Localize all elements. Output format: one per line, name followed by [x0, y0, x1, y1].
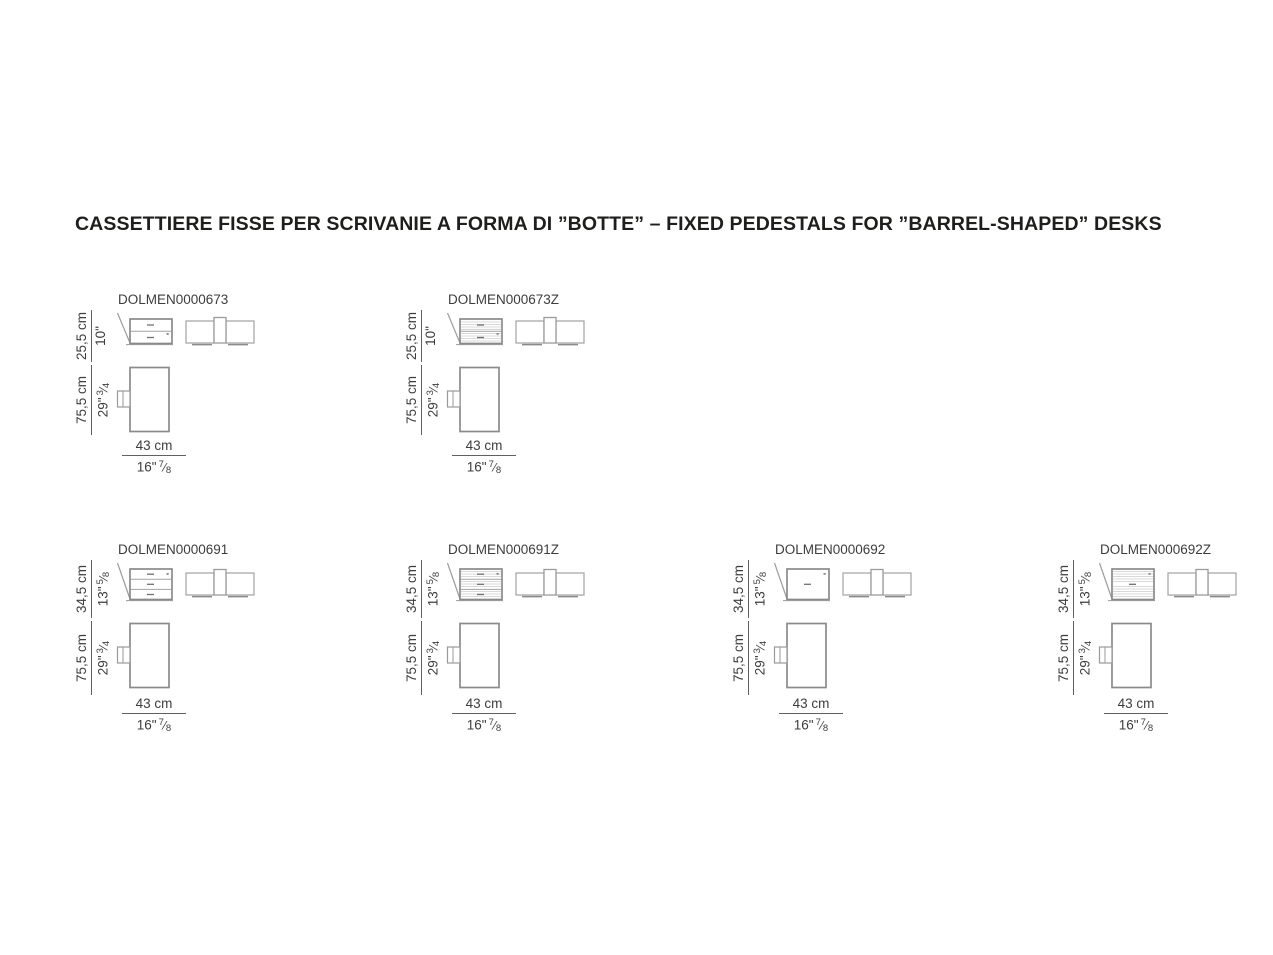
dimension-cm: 34,5 cm	[1056, 560, 1074, 618]
top-view-drawing	[515, 568, 585, 600]
height-dimension-label	[404, 310, 439, 362]
dimension-inch: 10"	[423, 326, 438, 346]
side-view-drawing	[446, 366, 502, 434]
product-code: DOLMEN0000673	[118, 292, 229, 307]
height-dimension-label	[74, 310, 109, 362]
product-card	[1054, 542, 1273, 742]
side-view-drawing	[773, 622, 829, 690]
dimension-cm: 75,5 cm	[404, 621, 422, 695]
dimension-cm: 43 cm	[122, 438, 186, 456]
width-dimension-label	[452, 696, 516, 737]
side-view-drawing	[446, 622, 502, 690]
width-dimension-label	[1104, 696, 1168, 737]
dimension-inch: 16" $^7⁄_8$	[1118, 717, 1154, 734]
dimension-inch: $29"^3⁄_4$	[752, 640, 769, 676]
width-dimension-label	[122, 696, 186, 737]
top-view-drawing	[515, 316, 585, 348]
product-code: DOLMEN000692Z	[1100, 542, 1212, 557]
depth-dimension-label	[74, 621, 115, 695]
dimension-inch: 10"	[93, 326, 108, 346]
dimension-cm: 75,5 cm	[1056, 621, 1074, 695]
dimension-inch: $13"^5⁄_8$	[1077, 571, 1094, 607]
dimension-inch: 16" $^7⁄_8$	[136, 717, 172, 734]
dimension-inch: 16" $^7⁄_8$	[466, 459, 502, 476]
depth-dimension-label	[731, 621, 772, 695]
dimension-inch: 16" $^7⁄_8$	[136, 459, 172, 476]
dimension-inch: $29"^3⁄_4$	[425, 640, 442, 676]
dimension-inch: $13"^5⁄_8$	[752, 571, 769, 607]
depth-dimension-label	[404, 365, 445, 435]
front-view-drawing-three-drawers-grain	[446, 562, 506, 608]
dimension-inch: $29"^3⁄_4$	[95, 640, 112, 676]
dimension-cm: 34,5 cm	[731, 560, 749, 618]
top-view-drawing	[1167, 568, 1237, 600]
height-dimension-label	[1056, 560, 1097, 618]
product-code: DOLMEN000673Z	[448, 292, 560, 307]
dimension-cm: 75,5 cm	[731, 621, 749, 695]
product-code: DOLMEN0000691	[118, 542, 229, 557]
top-view-drawing	[185, 568, 255, 600]
front-view-drawing-two-drawers-grain	[446, 312, 506, 352]
width-dimension-label	[122, 438, 186, 479]
dimension-cm: 34,5 cm	[404, 560, 422, 618]
width-dimension-label	[452, 438, 516, 479]
depth-dimension-label	[1056, 621, 1097, 695]
product-code: DOLMEN000691Z	[448, 542, 560, 557]
front-view-drawing-door	[773, 562, 833, 608]
dimension-inch: $29"^3⁄_4$	[425, 382, 442, 418]
dimension-inch: $13"^5⁄_8$	[95, 571, 112, 607]
dimension-cm: 43 cm	[779, 696, 843, 714]
depth-dimension-label	[74, 365, 115, 435]
front-view-drawing-door-grain	[1098, 562, 1158, 608]
product-card	[72, 292, 342, 492]
height-dimension-label	[404, 560, 445, 618]
dimension-cm: 43 cm	[452, 438, 516, 456]
product-card	[402, 292, 672, 492]
height-dimension-label	[74, 560, 115, 618]
product-code: DOLMEN0000692	[775, 542, 886, 557]
top-view-drawing	[185, 316, 255, 348]
height-dimension-label	[731, 560, 772, 618]
front-view-drawing-two-drawers	[116, 312, 176, 352]
dimension-cm: 43 cm	[122, 696, 186, 714]
dimension-cm: 43 cm	[452, 696, 516, 714]
dimension-cm: 25,5 cm	[404, 310, 422, 362]
side-view-drawing	[116, 622, 172, 690]
product-card	[402, 542, 672, 742]
side-view-drawing	[116, 366, 172, 434]
page-title: CASSETTIERE FISSE PER SCRIVANIE A FORMA DI ”BOTTE” – FIXED PEDESTALS FOR ”BARREL-SHAPED” DESKS	[75, 213, 1162, 235]
dimension-cm: 75,5 cm	[74, 621, 92, 695]
dimension-cm: 43 cm	[1104, 696, 1168, 714]
front-view-drawing-three-drawers	[116, 562, 176, 608]
dimension-inch: $29"^3⁄_4$	[1077, 640, 1094, 676]
dimension-cm: 75,5 cm	[404, 365, 422, 435]
dimension-inch: $29"^3⁄_4$	[95, 382, 112, 418]
dimension-cm: 34,5 cm	[74, 560, 92, 618]
dimension-inch: 16" $^7⁄_8$	[793, 717, 829, 734]
top-view-drawing	[842, 568, 912, 600]
dimension-cm: 75,5 cm	[74, 365, 92, 435]
width-dimension-label	[779, 696, 843, 737]
dimension-inch: 16" $^7⁄_8$	[466, 717, 502, 734]
depth-dimension-label	[404, 621, 445, 695]
product-card	[729, 542, 999, 742]
dimension-cm: 25,5 cm	[74, 310, 92, 362]
dimension-inch: $13"^5⁄_8$	[425, 571, 442, 607]
product-card	[72, 542, 342, 742]
side-view-drawing	[1098, 622, 1154, 690]
